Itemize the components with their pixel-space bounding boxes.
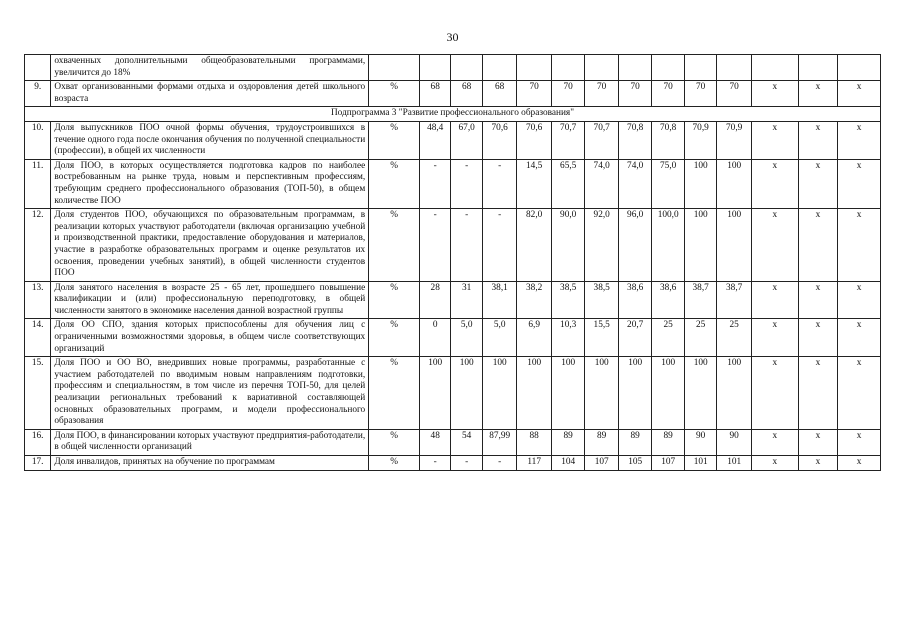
unit-cell: %: [369, 429, 420, 455]
indicator-text: Доля ПОО и ОО ВО, внедривших новые программы, разработанные с участием работодателей по вводимым новым направлениям подготовки, профессиям и специальностям, в том числе из перечня ТОП-50, для целей реализации региональных требований к вариативной составляющей основных образовательных программ, и модели профессионального образования: [51, 357, 369, 430]
value-cell: 89: [551, 429, 585, 455]
value-cell: х: [751, 429, 798, 455]
value-cell: 70,6: [517, 121, 552, 159]
unit-cell: [369, 55, 420, 81]
value-cell: -: [451, 209, 482, 282]
row-number: 17.: [25, 456, 51, 471]
value-cell: 104: [551, 456, 585, 471]
value-cell: х: [798, 159, 838, 208]
value-cell: 100: [717, 357, 752, 430]
value-cell: х: [838, 357, 881, 430]
value-cell: 68: [451, 81, 482, 107]
value-cell: 70,8: [652, 121, 684, 159]
indicator-text: Доля ПОО, в которых осуществляется подготовка кадров по наиболее востребованным на рынке труда, новым и перспективным профессиям, требующим среднего профессионального образования (ТОП-50), в общем количестве ПОО: [51, 159, 369, 208]
table-row: [25, 319, 881, 357]
table-row: [25, 281, 881, 319]
value-cell: 70: [551, 81, 585, 107]
value-cell: -: [482, 209, 517, 282]
indicator-text: охваченных дополнительными общеобразовательными программами, увеличится до 18%: [51, 55, 369, 81]
value-cell: 100: [585, 357, 619, 430]
value-cell: х: [751, 319, 798, 357]
value-cell: 107: [585, 456, 619, 471]
value-cell: х: [838, 209, 881, 282]
value-cell: х: [751, 159, 798, 208]
value-cell: х: [798, 281, 838, 319]
value-cell: х: [798, 456, 838, 471]
indicator-text: Доля ПОО, в финансировании которых участвуют предприятия-работодатели, в общей численности организаций: [51, 429, 369, 455]
value-cell: 74,0: [618, 159, 652, 208]
row-number: 11.: [25, 159, 51, 208]
value-cell: 100,0: [652, 209, 684, 282]
value-cell: х: [798, 429, 838, 455]
value-cell: 82,0: [517, 209, 552, 282]
value-cell: 68: [419, 81, 450, 107]
indicators-table: [24, 54, 881, 471]
value-cell: 70: [684, 81, 716, 107]
value-cell: х: [751, 357, 798, 430]
unit-cell: %: [369, 456, 420, 471]
value-cell: 20,7: [618, 319, 652, 357]
indicator-text: Доля студентов ПОО, обучающихся по образовательным программам, в реализации которых участвуют работодатели (включая организацию учебной и производственной практики, предоставление оборудования и материалов, участие в разработке образовательных программ и оценке результатов их освоения, проведении учебных занятий), в общей численности студентов ПОО: [51, 209, 369, 282]
value-cell: 38,5: [551, 281, 585, 319]
value-cell: 5,0: [482, 319, 517, 357]
value-cell: 75,0: [652, 159, 684, 208]
value-cell: х: [751, 81, 798, 107]
value-cell: 70,7: [551, 121, 585, 159]
row-number: 14.: [25, 319, 51, 357]
value-cell: 15,5: [585, 319, 619, 357]
value-cell: х: [838, 319, 881, 357]
value-cell: х: [838, 159, 881, 208]
value-cell: 48,4: [419, 121, 450, 159]
unit-cell: %: [369, 159, 420, 208]
value-cell: 38,7: [717, 281, 752, 319]
table-row: [25, 456, 881, 471]
value-cell: 70: [717, 81, 752, 107]
value-cell: 5,0: [451, 319, 482, 357]
value-cell: 70: [517, 81, 552, 107]
value-cell: 90: [717, 429, 752, 455]
value-cell: 89: [585, 429, 619, 455]
value-cell: -: [419, 209, 450, 282]
value-cell: х: [751, 121, 798, 159]
value-cell: 70: [652, 81, 684, 107]
row-number: 10.: [25, 121, 51, 159]
page-number: 30: [446, 30, 459, 44]
value-cell: 96,0: [618, 209, 652, 282]
value-cell: -: [482, 456, 517, 471]
value-cell: 38,5: [585, 281, 619, 319]
value-cell: 100: [652, 357, 684, 430]
value-cell: 25: [684, 319, 716, 357]
value-cell: х: [798, 319, 838, 357]
value-cell: 117: [517, 456, 552, 471]
value-cell: 68: [482, 81, 517, 107]
value-cell: 70,7: [585, 121, 619, 159]
value-cell: х: [838, 281, 881, 319]
value-cell: 38,6: [618, 281, 652, 319]
value-cell: 107: [652, 456, 684, 471]
value-cell: 90: [684, 429, 716, 455]
value-cell: 101: [684, 456, 716, 471]
unit-cell: %: [369, 357, 420, 430]
value-cell: 70: [585, 81, 619, 107]
unit-cell: %: [369, 121, 420, 159]
row-number: 13.: [25, 281, 51, 319]
value-cell: 14,5: [517, 159, 552, 208]
value-cell: -: [419, 456, 450, 471]
table-row: [25, 159, 881, 208]
value-cell: 101: [717, 456, 752, 471]
value-cell: 89: [618, 429, 652, 455]
unit-cell: %: [369, 81, 420, 107]
value-cell: 0: [419, 319, 450, 357]
value-cell: 100: [451, 357, 482, 430]
table-row: [25, 429, 881, 455]
value-cell: 100: [717, 159, 752, 208]
value-cell: 10,3: [551, 319, 585, 357]
value-cell: 100: [482, 357, 517, 430]
value-cell: 67,0: [451, 121, 482, 159]
value-cell: 70: [618, 81, 652, 107]
value-cell: 100: [684, 357, 716, 430]
table-row: [25, 81, 881, 107]
value-cell: 54: [451, 429, 482, 455]
value-cell: 100: [419, 357, 450, 430]
value-cell: -: [451, 456, 482, 471]
row-number: [25, 55, 51, 81]
value-cell: х: [838, 121, 881, 159]
table-row: [25, 121, 881, 159]
indicator-text: Доля выпускников ПОО очной формы обучения, трудоустроившихся в течение одного года после окончания обучения по полученной специальности (профессии), в общей их численности: [51, 121, 369, 159]
value-cell: 100: [517, 357, 552, 430]
value-cell: 38,2: [517, 281, 552, 319]
value-cell: -: [419, 159, 450, 208]
value-cell: х: [838, 429, 881, 455]
value-cell: 70,8: [618, 121, 652, 159]
value-cell: 100: [717, 209, 752, 282]
value-cell: 92,0: [585, 209, 619, 282]
value-cell: 38,7: [684, 281, 716, 319]
value-cell: 100: [684, 159, 716, 208]
value-cell: х: [798, 357, 838, 430]
value-cell: 89: [652, 429, 684, 455]
value-cell: 25: [717, 319, 752, 357]
value-cell: х: [751, 456, 798, 471]
value-cell: 25: [652, 319, 684, 357]
value-cell: 100: [551, 357, 585, 430]
value-cell: 65,5: [551, 159, 585, 208]
value-cell: 100: [684, 209, 716, 282]
value-cell: х: [838, 81, 881, 107]
section-header-row: [25, 107, 881, 122]
unit-cell: %: [369, 281, 420, 319]
table-row: [25, 357, 881, 430]
value-cell: х: [798, 209, 838, 282]
value-cell: -: [482, 159, 517, 208]
row-number: 15.: [25, 357, 51, 430]
unit-cell: %: [369, 209, 420, 282]
value-cell: 90,0: [551, 209, 585, 282]
value-cell: 31: [451, 281, 482, 319]
value-cell: 70,9: [717, 121, 752, 159]
value-cell: 6,9: [517, 319, 552, 357]
value-cell: х: [751, 209, 798, 282]
indicator-text: Доля инвалидов, принятых на обучение по программам: [51, 456, 369, 471]
value-cell: х: [798, 81, 838, 107]
row-number: 9.: [25, 81, 51, 107]
value-cell: 105: [618, 456, 652, 471]
value-cell: х: [751, 281, 798, 319]
indicator-text: Доля ОО СПО, здания которых приспособлены для обучения лиц с ограниченными возможностями здоровья, в общем числе соответствующих организаций: [51, 319, 369, 357]
value-cell: х: [838, 456, 881, 471]
indicator-text: Охват организованными формами отдыха и оздоровления детей школьного возраста: [51, 81, 369, 107]
row-number: 12.: [25, 209, 51, 282]
table-row: [25, 209, 881, 282]
value-cell: 70,6: [482, 121, 517, 159]
value-cell: 70,9: [684, 121, 716, 159]
value-cell: 74,0: [585, 159, 619, 208]
value-cell: 38,1: [482, 281, 517, 319]
table-row: [25, 55, 881, 81]
value-cell: 48: [419, 429, 450, 455]
value-cell: 87,99: [482, 429, 517, 455]
unit-cell: %: [369, 319, 420, 357]
row-number: 16.: [25, 429, 51, 455]
value-cell: 88: [517, 429, 552, 455]
indicator-text: Доля занятого населения в возрасте 25 - 65 лет, прошедшего повышение квалификации и (или) профессиональную переподготовку, в общей численности занятого в экономике населения данной возрастной группы: [51, 281, 369, 319]
value-cell: 100: [618, 357, 652, 430]
value-cell: х: [798, 121, 838, 159]
value-cell: -: [451, 159, 482, 208]
value-cell: 28: [419, 281, 450, 319]
value-cell: 38,6: [652, 281, 684, 319]
section-title: Подпрограмма 3 "Развитие профессионального образования": [25, 107, 881, 122]
